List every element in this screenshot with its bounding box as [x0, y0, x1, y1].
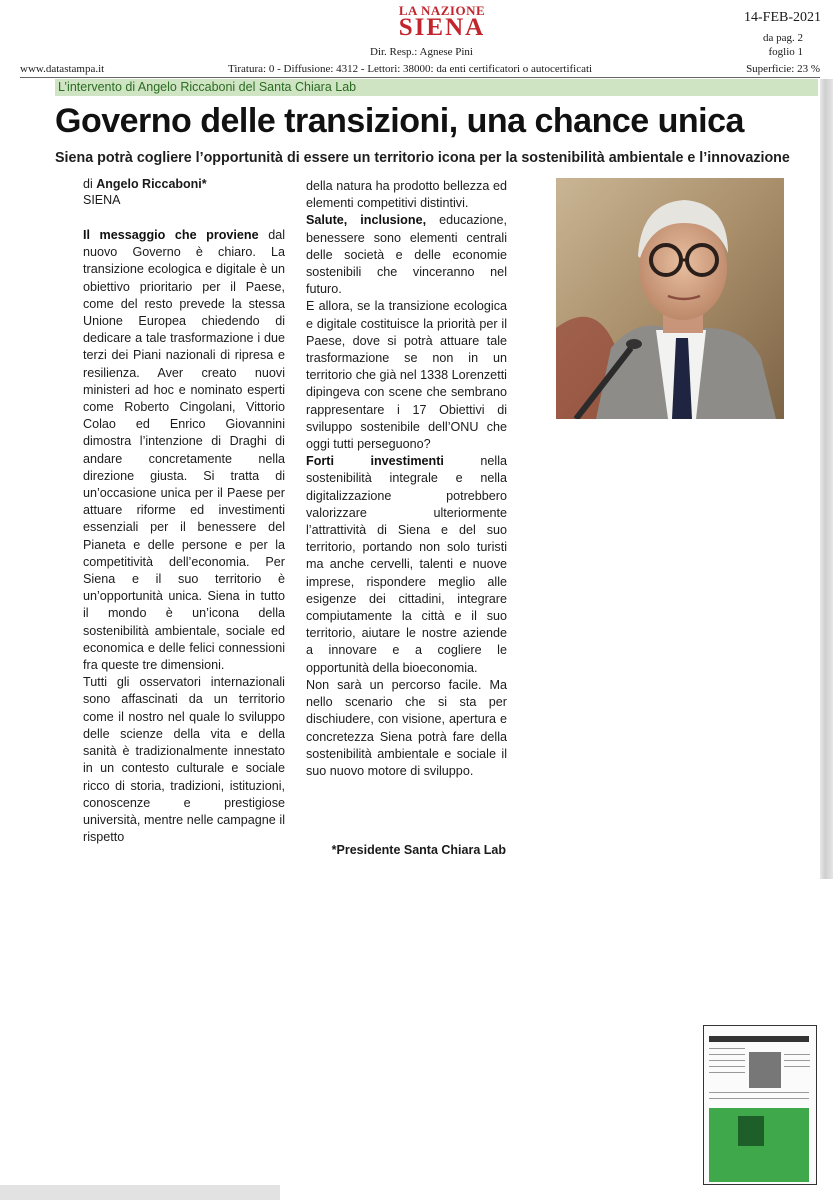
byline-prefix: di: [83, 177, 93, 191]
page-thumbnail[interactable]: [703, 1025, 817, 1185]
paragraph-6: Non sarà un percorso facile. Ma nello scenario che si sta per dischiudere, con visione, apertura e concretezza Siena potrà fare della sostenibilità ambientale e sociale il suo nuovo motore di sviluppo.: [306, 677, 507, 778]
paragraph-lead: Il messaggio che proviene: [83, 228, 259, 242]
paragraph-5: [306, 453, 507, 677]
paragraph-text: educazione, benessere sono elementi centrali delle società e delle economie sostenibili che vinceranno nel futuro.: [306, 213, 507, 297]
paragraph-text: nella sostenibilità integrale e nella digitalizzazione potrebbero valorizzare ulteriormente l’attrattività di Siena e del suo territorio, portando non solo turisti ma anche cervelli, talenti e nuove imprese, rispondere meglio alle esigenze dei cittadini, integrare compiutamente la città e il suo territorio, aiutare le nostre aziende a innovare e a cogliere le opportunità della bioeconomia.: [306, 454, 508, 675]
thumbnail-photo: [749, 1052, 781, 1088]
header-divider: [20, 77, 820, 78]
surface-info: Superficie: 23 %: [746, 63, 820, 75]
thumbnail-headline: [709, 1036, 809, 1042]
author-signature: *Presidente Santa Chiara Lab: [331, 843, 506, 857]
masthead-main: SIENA: [398, 14, 486, 41]
sheet-number: foglio 1: [768, 46, 803, 58]
thumbnail-green-photo: [738, 1116, 764, 1146]
paragraph-1: [83, 227, 285, 674]
author-name: Angelo Riccaboni*: [96, 177, 207, 191]
author-portrait-photo: [556, 178, 784, 419]
bottom-footer-strip: [0, 1185, 280, 1200]
kicker: L’intervento di Angelo Riccaboni del Santa Chiara Lab: [55, 79, 818, 96]
page-number: da pag. 2: [762, 32, 803, 44]
paragraph-3: [306, 212, 507, 298]
paragraph-text: dal nuovo Governo è chiaro. La transizione ecologica e digitale è un obiettivo prioritario per il Paese, come del resto prevede la stessa Unione Europea chiedendo di dedicare a tale trasformazione i due terzi dei Piani nazionali di ripresa e resilienza. Aver creato nuovi ministeri ad hoc e nominato esperti come Roberto Cingolani, Vittorio Colao ed Enrico Giovannini dimostra l’intenzione di Draghi di andare concretamente nella direzione giusta. Si tratta di un’occasione unica per il Paese per attuare riforme ed investimenti essenziali per il benessere del Pianeta e delle persone e per la competitività dell’economia. Per Siena e il suo territorio è un’opportunità unica. Siena in tutto il mondo è un’icona della sostenibilità ambientale, sociale ed economica e delle felici connessioni fra queste tre dimensioni.: [83, 228, 285, 673]
director-line: Dir. Resp.: Agnese Pini: [370, 46, 473, 58]
article-column-1: [83, 227, 285, 846]
stats-line: [20, 63, 820, 77]
masthead-top: LA NAZIONE: [398, 3, 486, 18]
headline: Governo delle transizioni, una chance unica: [55, 102, 744, 140]
scan-edge: [820, 79, 833, 879]
circulation-info: Tiratura: 0 - Diffusione: 4312 - Lettori: 38000: da enti certificatori o autocertificati: [228, 63, 593, 75]
website-link[interactable]: www.datastampa.it: [20, 63, 105, 75]
paragraph-2a: Tutti gli osservatori internazionali sono affascinati da un territorio come il nostro nel quale lo sviluppo delle scienze della vita e della sanità è tradizionalmente innestato in un contesto culturale e sociale ricco di storia, tradizioni, istituzioni, conoscenze e prestigiose università, mentre nelle campagne il rispetto: [83, 675, 285, 845]
portrait-illustration: [556, 178, 784, 419]
masthead: [372, 4, 512, 39]
paragraph-2b: della natura ha prodotto bellezza ed elementi competitivi distintivi.: [306, 179, 507, 211]
paragraph-lead: Salute, inclusione,: [306, 213, 427, 228]
byline: [83, 176, 207, 208]
issue-date: 14-FEB-2021: [744, 10, 821, 25]
subheadline: Siena potrà cogliere l’opportunità di essere un territorio icona per la sostenibilità ambientale e l’innovazione: [55, 150, 790, 166]
paragraph-4: E allora, se la transizione ecologica e digitale costituisce la priorità per il Paese, dove si potrà attuare tale trasformazione se non in un territorio che già nel 1338 Lorenzetti dipingeva con scene che sembrano rappresentare i 17 Obiettivi di sviluppo sostenibile dell’ONU che oggi tutti perseguono?: [306, 299, 507, 452]
article-column-2: [306, 178, 507, 780]
page-reference: [763, 31, 803, 59]
paragraph-lead: Forti investimenti: [306, 454, 444, 469]
byline-location: SIENA: [83, 193, 121, 207]
